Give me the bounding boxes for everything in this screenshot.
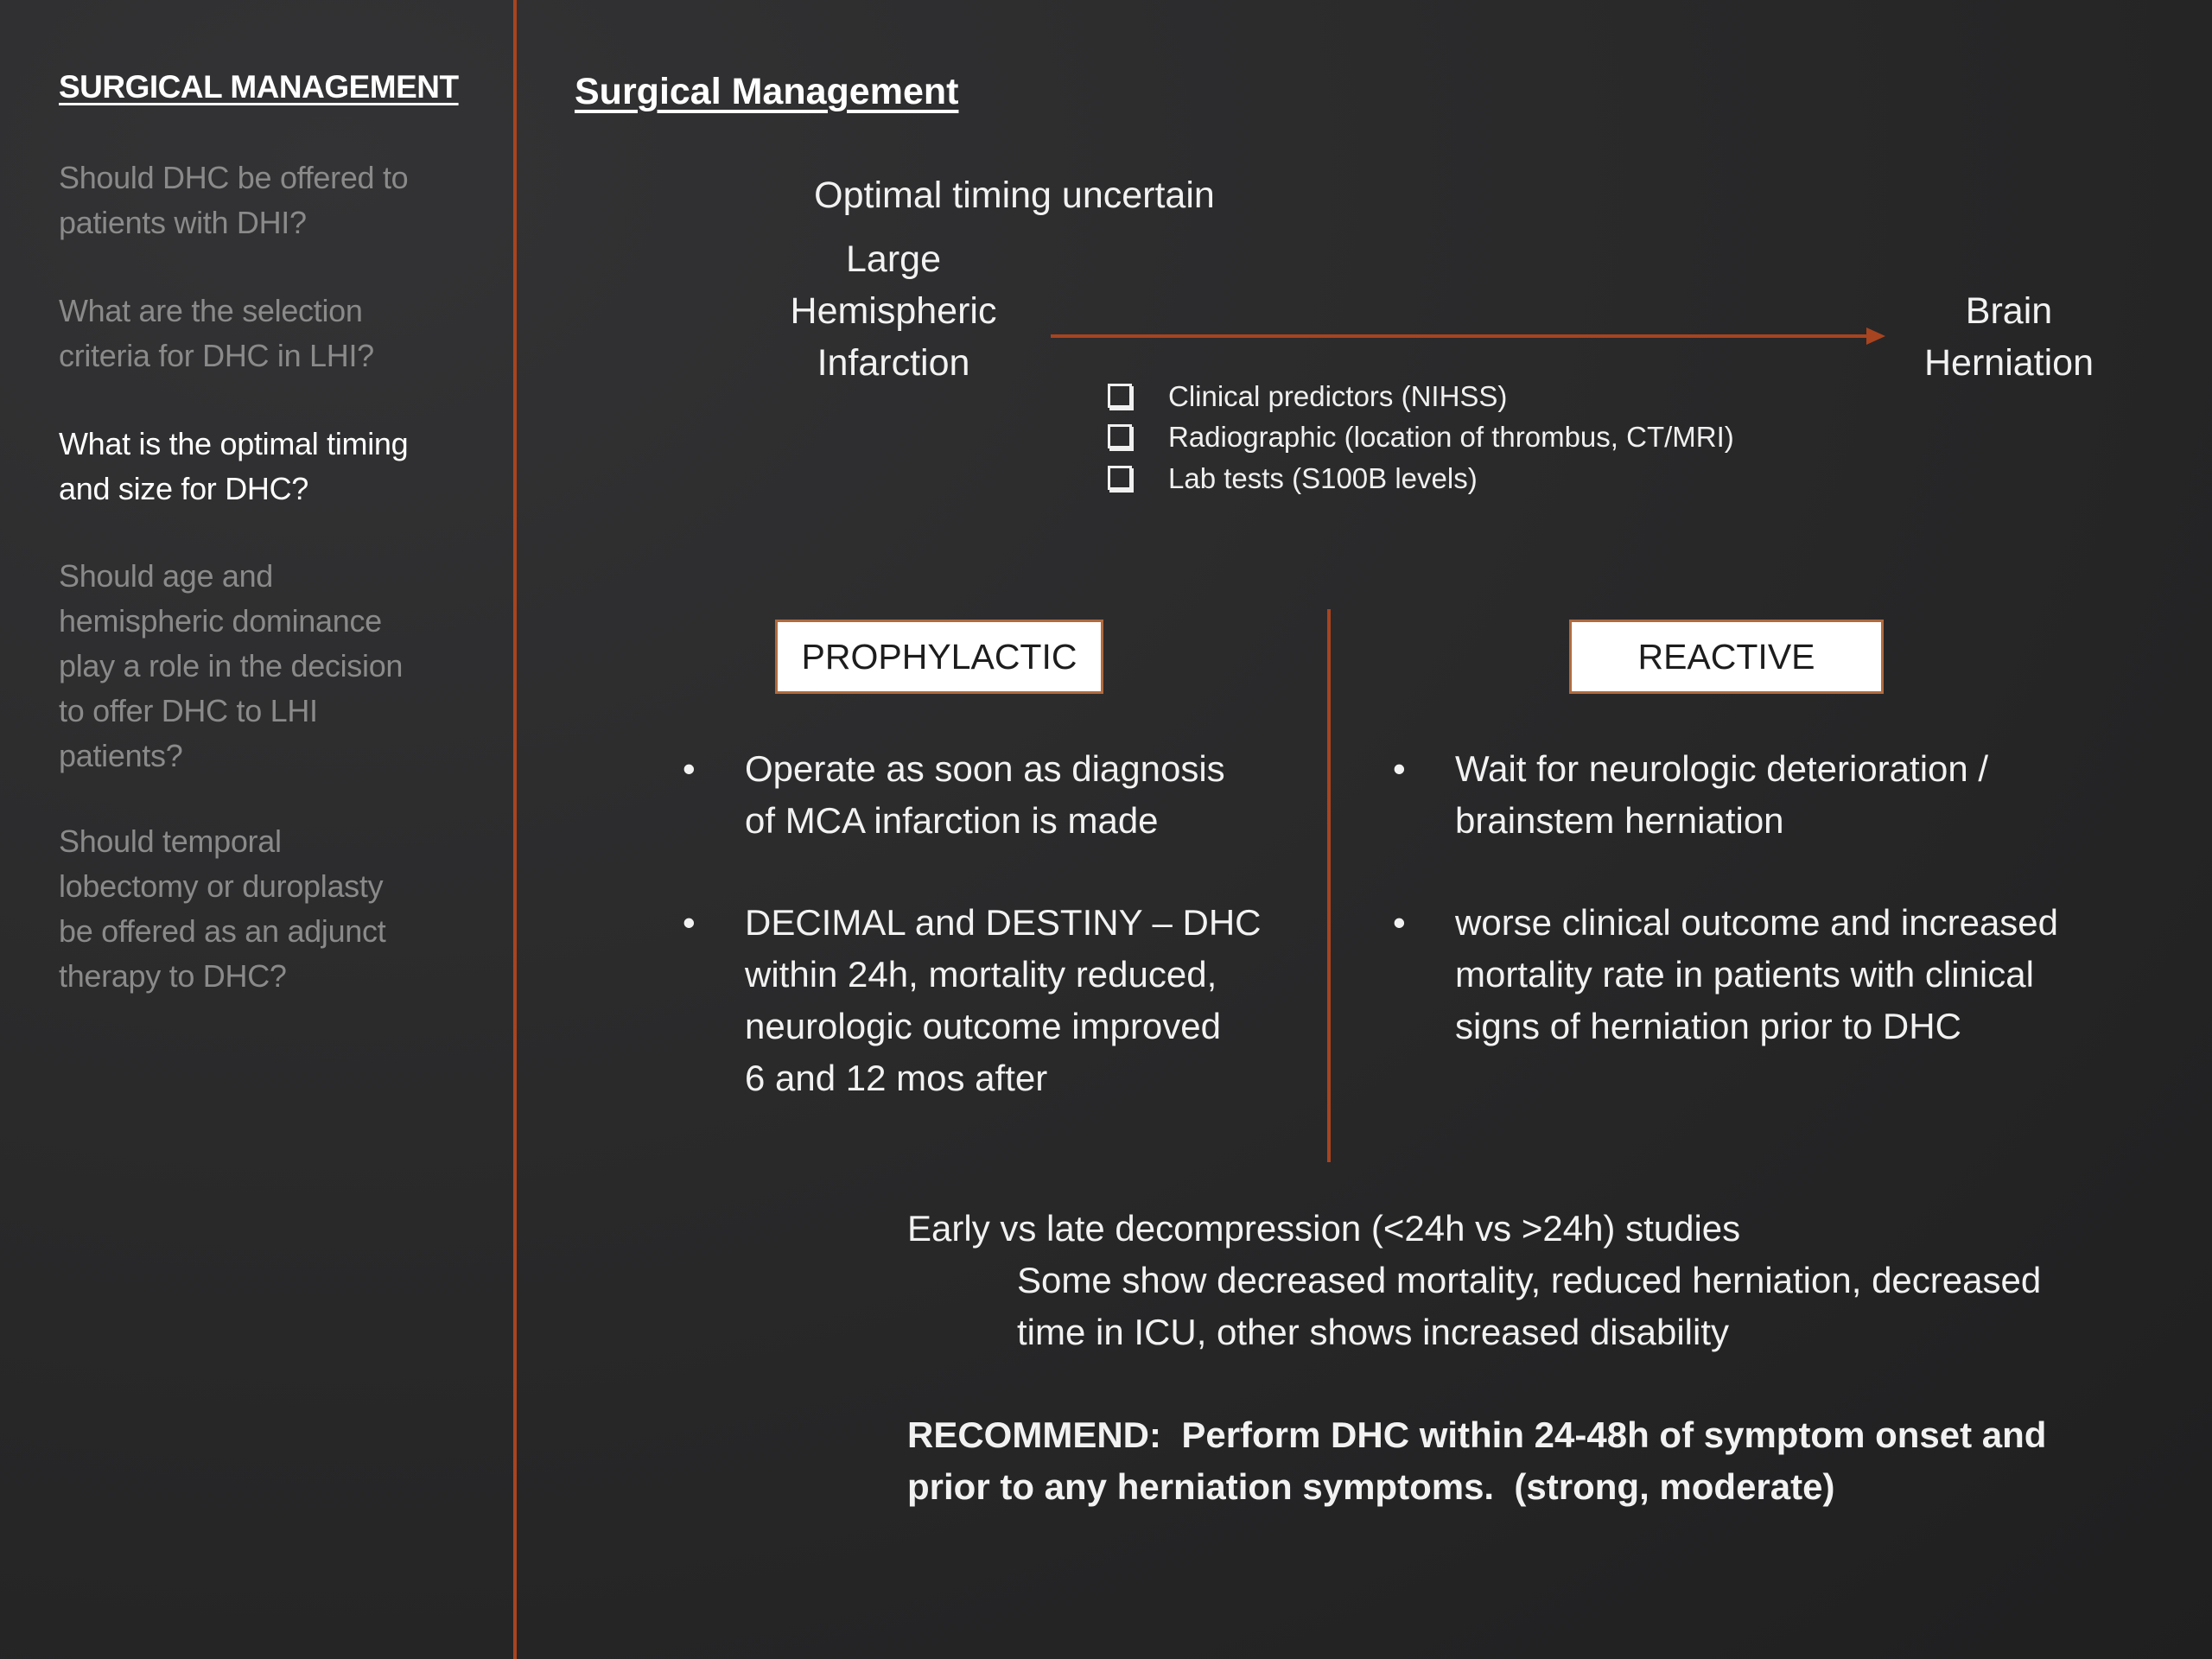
bullet-icon: • [1393,902,1406,943]
predictor-item: Lab tests (S100B levels) [1108,458,1478,499]
timeline-caption: Optimal timing uncertain [814,175,1215,216]
bullet-icon: • [683,902,696,943]
list-item: • Wait for neurologic deterioration / brainstem herniation [1455,743,1988,847]
list-item: • worse clinical outcome and increased mortality rate in patients with clinical signs of herniation prior to DHC [1455,897,2058,1052]
sidebar-item-optimal-timing[interactable]: What is the optimal timing and size for DHC? [59,426,409,506]
sidebar-item-selection-criteria[interactable]: What are the selection criteria for DHC in LHI? [59,293,374,373]
recommendation: RECOMMEND: Perform DHC within 24-48h of symptom onset and prior to any herniation symptoms. (strong, moderate) [907,1414,2047,1507]
checkbox-icon [1108,384,1132,408]
early-vs-late-heading: Early vs late decompression (<24h vs >24h) studies [907,1208,1741,1249]
predictor-item: Clinical predictors (NIHSS) [1108,376,1507,417]
predictor-item: Radiographic (location of thrombus, CT/MRI) [1108,416,1734,458]
page-title: Surgical Management [575,71,959,112]
prophylactic-label: PROPHYLACTIC [775,620,1103,694]
timeline-arrow [1046,323,1892,349]
list-item: • Operate as soon as diagnosis of MCA infarction is made [745,743,1225,847]
reactive-label: REACTIVE [1569,620,1884,694]
sidebar-heading: SURGICAL MANAGEMENT [59,69,459,105]
timeline-start-label: Large Hemispheric Infarction [790,238,997,384]
sidebar-item-dhc-offered[interactable]: Should DHC be offered to patients with DHI? [59,160,409,240]
bullet-icon: • [1393,748,1406,789]
sidebar-divider [513,0,517,1659]
sidebar-item-age-dominance[interactable]: Should age and hemispheric dominance play a role in the decision to offer DHC to LHI patients? [59,558,404,773]
column-divider [1327,609,1331,1162]
checkbox-icon [1108,466,1132,490]
list-item: • DECIMAL and DESTINY – DHC within 24h, mortality reduced, neurologic outcome improved 6 and 12 mos after [745,897,1262,1104]
early-vs-late-detail: Some show decreased mortality, reduced herniation, decreased time in ICU, other shows increased disability [1017,1260,2042,1352]
timeline-end-label: Brain Herniation [1924,290,2094,384]
checkbox-icon [1108,424,1132,448]
bullet-icon: • [683,748,696,789]
sidebar-item-lobectomy-duroplasty[interactable]: Should temporal lobectomy or duroplasty be offered as an adjunct therapy to DHC? [59,823,386,994]
